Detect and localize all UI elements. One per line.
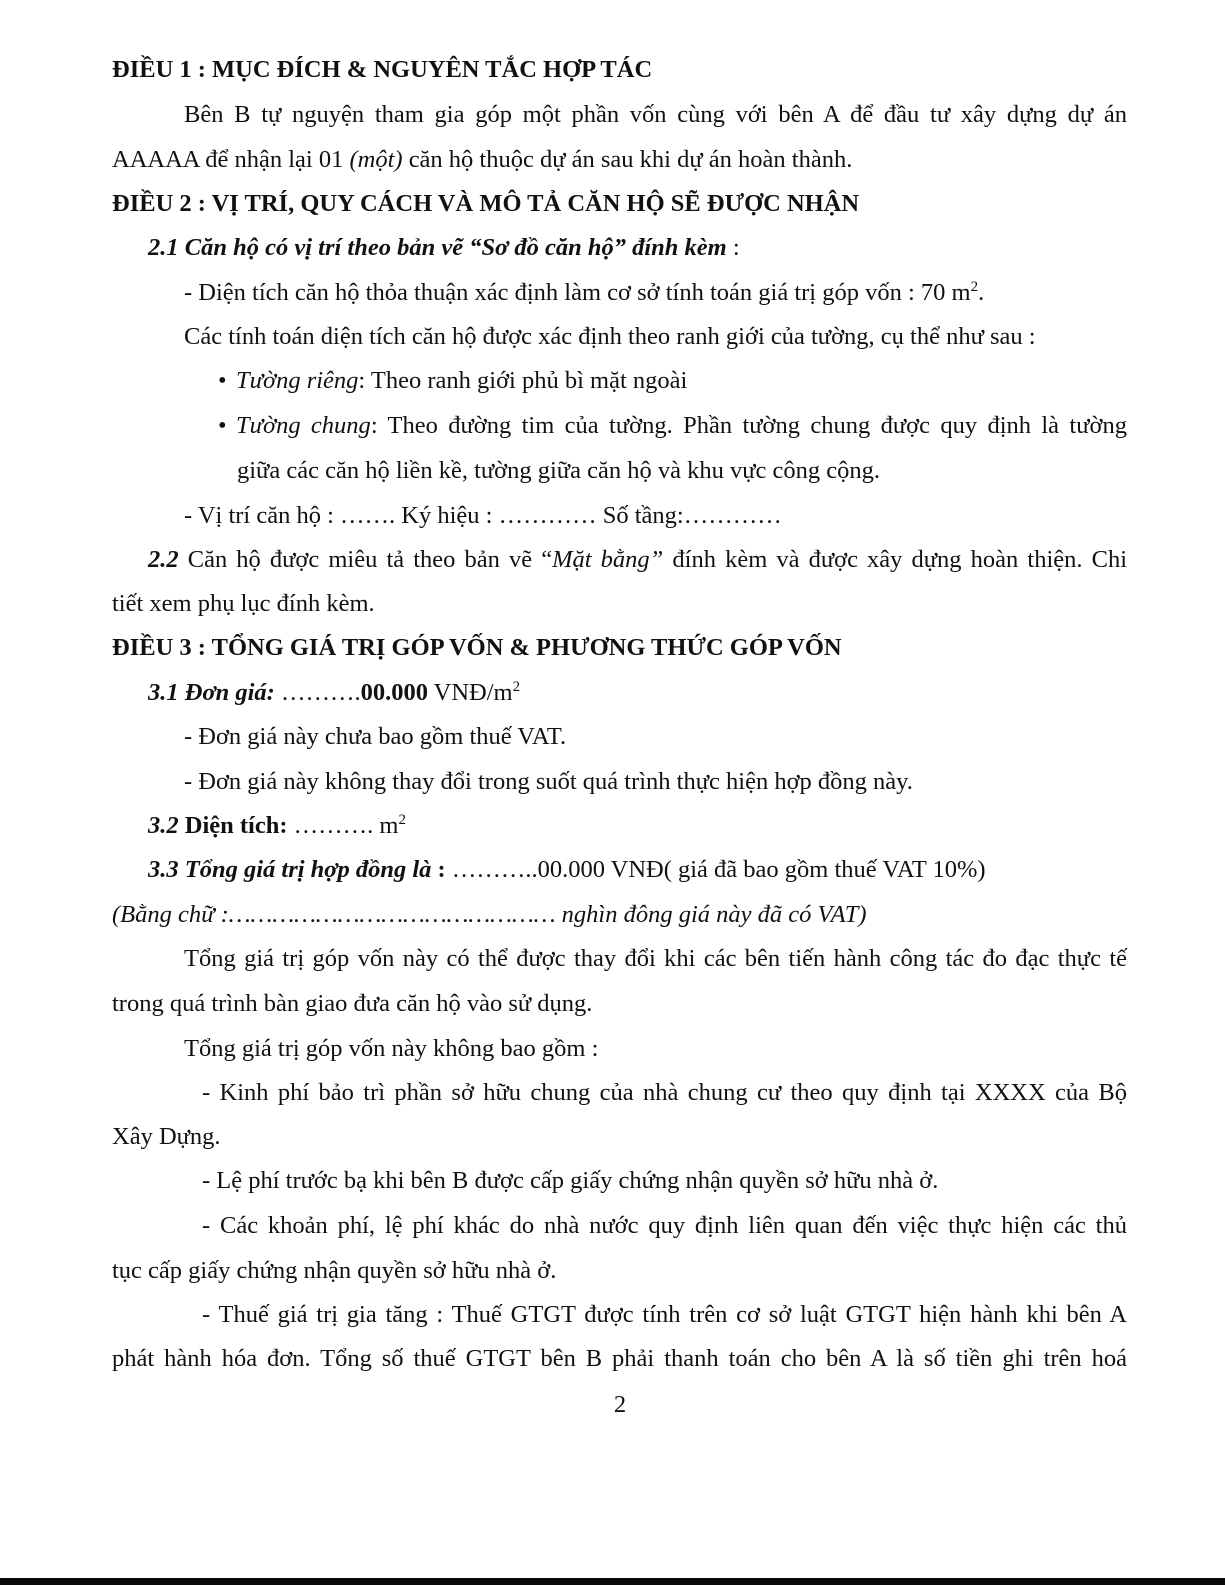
exclusion-other-fees-line-2: tục cấp giấy chứng nhận quyền sở hữu nhà ở. (112, 1257, 557, 1284)
bullet-icon: • (218, 367, 227, 394)
section-3-3-total-value: 3.3 Tổng giá trị hợp đồng là : ………..00.000 VNĐ( giá đã bao gồm thuế VAT 10%) (148, 856, 986, 883)
bullet-icon: • (218, 412, 227, 439)
exclusion-maintenance-line-2: Xây Dựng. (112, 1123, 221, 1150)
page-number: 2 (613, 1391, 627, 1418)
exclusion-vat-line-2: phát hành hóa đơn. Tổng số thuế GTGT bên B phải thanh toán cho bên A là số tiền ghi trên hoá (112, 1345, 1127, 1372)
apartment-area-line: - Diện tích căn hộ thỏa thuận xác định làm cơ sở tính toán giá trị góp vốn : 70 $m^2$. (184, 279, 985, 306)
section-3-1-unit-price: 3.1 Đơn giá: ……….00.000 VNĐ/$m^2$ (148, 679, 521, 706)
area-calculation-line: Các tính toán diện tích căn hộ được xác định theo ranh giới của tường, cụ thể như sau : (184, 323, 1036, 350)
bullet-private-wall: • Tường riêng: Theo ranh giới phủ bì mặt ngoài (218, 367, 688, 394)
section-2-1-title: 2.1 Căn hộ có vị trí theo bản vẽ “Sơ đồ căn hộ” đính kèm : (148, 234, 740, 261)
bullet-shared-wall-continuation: giữa các căn hộ liền kề, tường giữa căn hộ và khu vực công cộng. (237, 457, 880, 484)
page-bottom-border (0, 1578, 1225, 1585)
amount-in-words-line: (Bằng chữ :……………………………………… nghìn đông giá này đã có VAT) (112, 901, 867, 928)
article-1-paragraph-line-2: AAAAA để nhận lại 01 (một) căn hộ thuộc dự án sau khi dự án hoàn thành. (112, 146, 853, 173)
value-change-line-1: Tổng giá trị góp vốn này có thể được thay đổi khi các bên tiến hành công tác đo đạc thực tế (184, 945, 1127, 972)
article-1-paragraph-line-1: Bên B tự nguyện tham gia góp một phần vốn cùng với bên A để đầu tư xây dựng dự án (184, 101, 1127, 128)
exclusion-vat-line-1: - Thuế giá trị gia tăng : Thuế GTGT được tính trên cơ sở luật GTGT hiện hành khi bên A (202, 1301, 1127, 1328)
exclusion-maintenance-line-1: - Kinh phí bảo trì phần sở hữu chung của nhà chung cư theo quy định tại XXXX của Bộ (202, 1079, 1127, 1106)
unit-price-note-2: - Đơn giá này không thay đổi trong suốt quá trình thực hiện hợp đồng này. (184, 768, 913, 795)
unit-price-note-1: - Đơn giá này chưa bao gồm thuế VAT. (184, 723, 567, 750)
apartment-position-line: - Vị trí căn hộ : ……. Ký hiệu : ………… Số tầng:………… (184, 502, 782, 529)
section-2-2-line-1: 2.2 Căn hộ được miêu tả theo bản vẽ “Mặt bằng” đính kèm và được xây dựng hoàn thiện. Chi (148, 546, 1127, 573)
section-2-2-line-2: tiết xem phụ lục đính kèm. (112, 590, 375, 617)
exclusions-intro: Tổng giá trị góp vốn này không bao gồm : (184, 1035, 599, 1062)
exclusion-registration-fee: - Lệ phí trước bạ khi bên B được cấp giấy chứng nhận quyền sở hữu nhà ở. (202, 1167, 939, 1194)
section-3-2-area: 3.2 Diện tích: ………. $m^2$ (148, 812, 406, 839)
bullet-shared-wall: • Tường chung: Theo đường tim của tường. Phần tường chung được quy định là tường (218, 412, 1127, 439)
article-2-heading: ĐIỀU 2 : VỊ TRÍ, QUY CÁCH VÀ MÔ TẢ CĂN HỘ SẼ ĐƯỢC NHẬN (112, 190, 860, 217)
article-3-heading: ĐIỀU 3 : TỔNG GIÁ TRỊ GÓP VỐN & PHƯƠNG THỨC GÓP VỐN (112, 634, 842, 661)
value-change-line-2: trong quá trình bàn giao đưa căn hộ vào sử dụng. (112, 990, 593, 1017)
article-1-heading: ĐIỀU 1 : MỤC ĐÍCH & NGUYÊN TẮC HỢP TÁC (112, 56, 653, 83)
exclusion-other-fees-line-1: - Các khoản phí, lệ phí khác do nhà nước quy định liên quan đến việc thực hiện các thủ (202, 1212, 1127, 1239)
